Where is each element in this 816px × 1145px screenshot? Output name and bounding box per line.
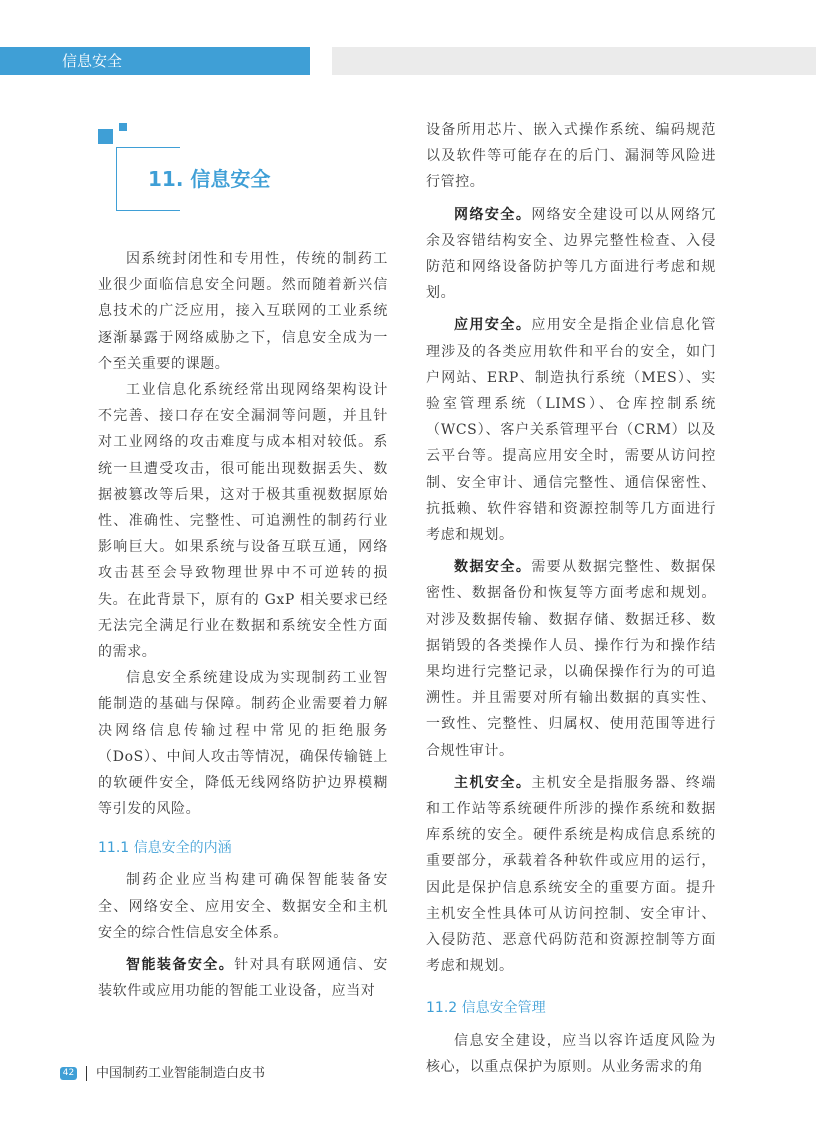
- left-column: [98, 246, 388, 1004]
- footer-divider: [86, 1066, 87, 1081]
- page-number-badge: 42: [60, 1067, 77, 1080]
- header-gray-band: [332, 47, 816, 75]
- right-column: [426, 117, 716, 1080]
- paragraph: [98, 952, 388, 1004]
- paragraph-text: 网络安全建设可以从网络冗余及容错结构安全、边界完整性检查、入侵防范和网络设备防护等几方面进行考虑和规划。: [426, 206, 716, 302]
- footer-book-title: 中国制药工业智能制造白皮书: [96, 1066, 266, 1081]
- decorative-square-small: [119, 123, 127, 131]
- paragraph: 设备所用芯片、嵌入式操作系统、编码规范以及软件等可能存在的后门、漏洞等风险进行管控。: [426, 122, 716, 191]
- paragraph: 工业信息化系统经常出现网络架构设计不完善、接口存在安全漏洞等问题，并且针对工业网络的攻击难度与成本相对较低。系统一旦遭受攻击，很可能出现数据丢失、数据被篡改等后果，这对于极其重视数据原始性、准确性、完整性、可追溯性的制药行业影响巨大。如果系统与设备互联互通，网络攻击甚至会导致物理世界中不可逆转的损失。在此背景下，原有的 GxP 相关要求已经无法完全满足行业在数据和系统安全性方面的需求。: [98, 382, 388, 661]
- paragraph: 信息安全建设，应当以容许适度风险为核心，以重点保护为原则。从业务需求的角: [426, 1032, 716, 1075]
- bold-lead: 主机安全。: [454, 774, 532, 791]
- paragraph-text: 主机安全是指服务器、终端和工作站等系统硬件所涉的操作系统和数据库系统的安全。硬件系统是构成信息系统的重要部分，承载着各种软件或应用的运行，因此是保护信息系统安全的重要方面。提升主机安全性具体可从访问控制、安全审计、入侵防范、恶意代码防范和资源控制等方面考虑和规划。: [426, 774, 716, 975]
- subsection-heading: 11.2 信息安全管理: [426, 999, 546, 1016]
- paragraph: [426, 312, 716, 548]
- bold-lead: 网络安全。: [454, 206, 532, 223]
- decorative-square-large: [98, 129, 113, 144]
- paragraph: 因系统封闭性和专用性，传统的制药工业很少面临信息安全问题。然而随着新兴信息技术的广泛应用，接入互联网的工业系统逐渐暴露于网络威胁之下，信息安全成为一个至关重要的课题。: [98, 251, 388, 372]
- paragraph: 信息安全系统建设成为实现制药工业智能制造的基础与保障。制药企业需要着力解决网络信息传输过程中常见的拒绝服务（DoS）、中间人攻击等情况，确保传输链上的软硬件安全，降低无线网络防护边界模糊等引发的风险。: [98, 670, 388, 818]
- header-bar: [0, 47, 310, 75]
- paragraph: [426, 554, 716, 764]
- bold-lead: 应用安全。: [454, 317, 532, 334]
- paragraph: 制药企业应当构建可确保智能装备安全、网络安全、应用安全、数据安全和主机安全的综合性信息安全体系。: [98, 872, 388, 941]
- chapter-title: 11. 信息安全: [148, 167, 271, 191]
- paragraph: [426, 202, 716, 307]
- paragraph: [426, 770, 716, 980]
- section-header-title: 信息安全: [62, 52, 123, 70]
- paragraph-text: 应用安全是指企业信息化管理涉及的各类应用软件和平台的安全，如门户网站、ERP、制造执行系统（MES）、实验室管理系统（LIMS）、仓库控制系统（WCS）、客户关系管理平台（CRM）以及云平台等。提高应用安全时，需要从访问控制、安全审计、通信完整性、通信保密性、抗抵赖、软件容错和资源控制等几方面进行考虑和规划。: [426, 317, 716, 544]
- paragraph-text: 针对具有联网通信、安装软件或应用功能的智能工业设备，应当对: [98, 957, 389, 1000]
- bold-lead: 智能装备安全。: [126, 957, 235, 974]
- subsection-heading: 11.1 信息安全的内涵: [98, 840, 232, 857]
- paragraph-text: 需要从数据完整性、数据保密性、数据备份和恢复等方面考虑和规划。对涉及数据传输、数据存储、数据迁移、数据销毁的各类操作人员、操作行为和操作结果均进行完整记录，以确保操作行为的可追溯性。并且需要对所有输出数据的真实性、一致性、完整性、归属权、使用范围等进行合规性审计。: [426, 559, 716, 759]
- bold-lead: 数据安全。: [454, 559, 532, 576]
